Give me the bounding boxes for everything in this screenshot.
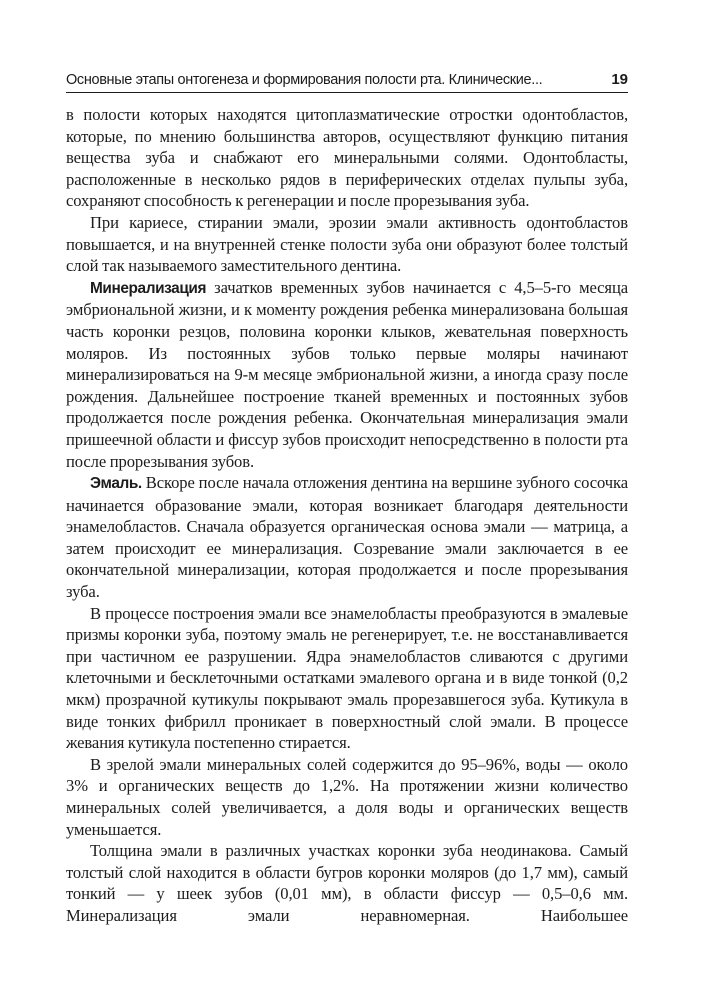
paragraph-enamel bbox=[66, 472, 628, 603]
paragraph-odontoblasts bbox=[66, 104, 628, 212]
paragraph-text: При кариесе, стирании эмали, эрозии эмали активность одонтобластов повышается, и на внутренней стенке полости зуба они образуют более толстый слой так называемого заместительного дентина. bbox=[66, 212, 628, 276]
paragraph-text: в полости которых находятся цитоплазматические отростки одонтобластов, которые, по мнению большинства авторов, осуществляют функцию питания вещества зуба и снабжают его минеральными солями. Одонтобласты, расположенные в несколько рядов в периферических отделах пульпы зуба, сохраняют способность к регенерации и после прорезывания зуба. bbox=[66, 105, 628, 211]
lead-term-mineralization: Минерализация bbox=[90, 279, 207, 297]
paragraph-caries-dentin bbox=[66, 212, 628, 277]
paragraph-text: Вскоре после начала отложения дентина на вершине зубного сосочка начинается образование эмали, которая возникает благодаря деятельности энамелобластов. Сначала образуется органическая основа эмали — матрица, а затем происходит ее минерализация. Созревание эмали заключается в ее окончательной минерализации, которая продолжается и после прорезывания зуба. bbox=[66, 473, 628, 602]
paragraph-mineralization bbox=[66, 277, 628, 472]
running-header-title: Основные этапы онтогенеза и формирования полости рта. Клинические... bbox=[66, 72, 543, 88]
paragraph-text: Толщина эмали в различных участках коронки зуба неодинакова. Самый толстый слой находится в области бугров коронки моляров (до 1,7 мм), самый тонкий — у шеек зубов (0,01 мм), в области фиссур — 0,5–0,6 мм. Минерализация эмали неравномерная. Наибольшее bbox=[66, 841, 628, 925]
lead-term-enamel: Эмаль. bbox=[90, 475, 142, 493]
body-text bbox=[66, 104, 628, 927]
page-number: 19 bbox=[611, 71, 628, 88]
paragraph-text: зачатков временных зубов начинается с 4,5–5-го месяца эмбриональной жизни, и к моменту рождения ребенка минерализована большая часть коронки резцов, половина коронки клыков, жевательная поверхность моляров. Из постоянных зубов только первые моляры начинают минерализироваться на 9-м месяце эмбриональной жизни, а иногда сразу после рождения. Дальнейшее построение тканей временных и постоянных зубов продолжается после рождения ребенка. Окончательная минерализация эмали пришеечной области и фиссур зубов происходит непосредственно в полости рта после прорезывания зубов. bbox=[66, 277, 628, 471]
paragraph-enamel-prisms bbox=[66, 603, 628, 754]
paragraph-text: В процессе построения эмали все энамелобласты преобразуются в эмалевые призмы коронки зуба, поэтому эмаль не регенерирует, т.е. не восстанавливается при частичном ее разрушении. Ядра энамелобластов сливаются с другими клеточными и бесклеточными остатками эмалевого органа и в виде тонкой (0,2 мкм) прозрачной кутикулы покрывают эмаль прорезавшегося зуба. Кутикула в виде тонких фибрилл проникает в поверхностный слой эмали. В процессе жевания кутикула постепенно стирается. bbox=[66, 603, 628, 753]
running-header bbox=[66, 66, 628, 93]
paragraph-text: В зрелой эмали минеральных солей содержится до 95–96%, воды — около 3% и органических веществ до 1,2%. На протяжении жизни количество минеральных солей увеличивается, а доля воды и органических веществ уменьшается. bbox=[66, 754, 628, 839]
paragraph-enamel-thickness bbox=[66, 840, 628, 926]
paragraph-enamel-composition bbox=[66, 754, 628, 840]
